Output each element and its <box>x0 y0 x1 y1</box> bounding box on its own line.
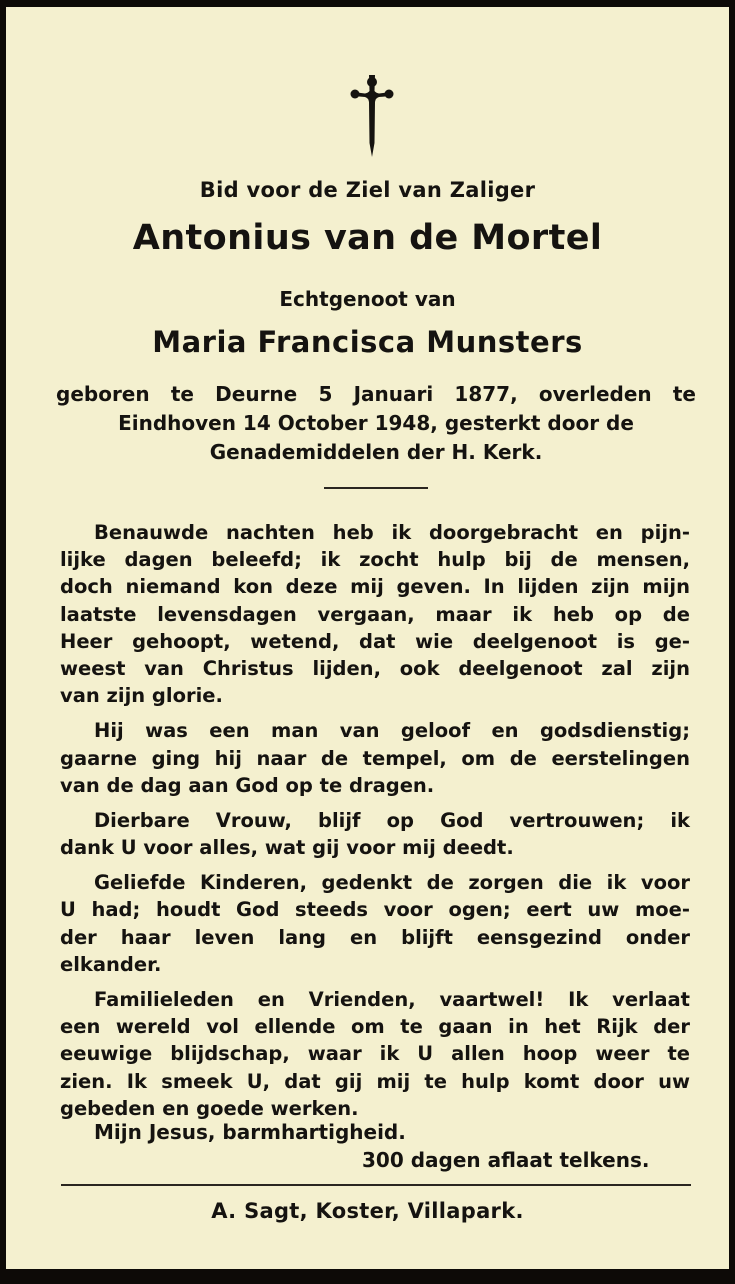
text-line: Geliefde Kinderen, gedenkt de zorgen die ik voor <box>94 871 690 895</box>
footer-rule <box>61 1184 691 1186</box>
text-line: eeuwige blijdschap, waar ik U allen hoop weer te <box>60 1042 690 1066</box>
birth-death-line: Genademiddelen der H. Kerk. <box>209 440 543 464</box>
birth-death-line: geboren te Deurne 5 Januari 1877, overleden te <box>56 382 696 406</box>
text-line: zien. Ik smeek U, dat gij mij te hulp komt door uw <box>60 1069 690 1093</box>
indulgence-note: 300 dagen aflaat telkens. <box>362 1148 650 1172</box>
text-line: U had; houdt God steeds voor ogen; eert uw moe- <box>60 898 690 922</box>
text-line: van zijn glorie. <box>60 684 223 708</box>
text-line: dank U voor alles, wat gij voor mij deedt. <box>60 836 514 860</box>
cross-icon <box>349 73 395 159</box>
spouse-label: Echtgenoot van <box>279 287 456 311</box>
deceased-name: Antonius van de Mortel <box>132 218 603 258</box>
text-line: gaarne ging hij naar de tempel, om de eerstelingen <box>60 746 690 770</box>
text-line: gebeden en goede werken. <box>60 1096 359 1120</box>
divider <box>324 487 428 489</box>
text-line: laatste levensdagen vergaan, maar ik heb op de <box>60 602 690 626</box>
closing-prayer: Mijn Jesus, barmhartigheid. <box>94 1120 406 1144</box>
printer-credit: A. Sagt, Koster, Villapark. <box>211 1199 524 1223</box>
prayer-intro: Bid voor de Ziel van Zaliger <box>199 178 536 202</box>
text-line: weest van Christus lijden, ook deelgenoot zal zijn <box>60 656 690 680</box>
spouse-name: Maria Francisca Munsters <box>152 325 583 359</box>
text-line: een wereld vol ellende om te gaan in het Rijk der <box>60 1015 690 1039</box>
memorial-text <box>60 519 690 1122</box>
text-line: van de dag aan God op te dragen. <box>60 773 435 797</box>
text-line: Dierbare Vrouw, blijf op God vertrouwen; ik <box>94 808 690 832</box>
text-line: Hij was een man van geloof en godsdienstig; <box>94 719 690 743</box>
birth-death-line: Eindhoven 14 October 1948, gesterkt door de <box>118 411 634 435</box>
text-line: elkander. <box>60 952 162 976</box>
text-line: der haar leven lang en blijft eensgezind onder <box>60 925 690 949</box>
text-line: Heer gehoopt, wetend, dat wie deelgenoot is ge- <box>60 629 690 653</box>
text-line: doch niemand kon deze mij geven. In lijden zijn mijn <box>60 575 690 599</box>
text-line: Familieleden en Vrienden, vaartwel! Ik verlaat <box>94 988 690 1011</box>
text-line: Benauwde nachten heb ik doorgebracht en pijn- <box>94 521 690 544</box>
memorial-card <box>6 7 729 1269</box>
text-line: lijke dagen beleefd; ik zocht hulp bij de mensen, <box>60 548 690 572</box>
